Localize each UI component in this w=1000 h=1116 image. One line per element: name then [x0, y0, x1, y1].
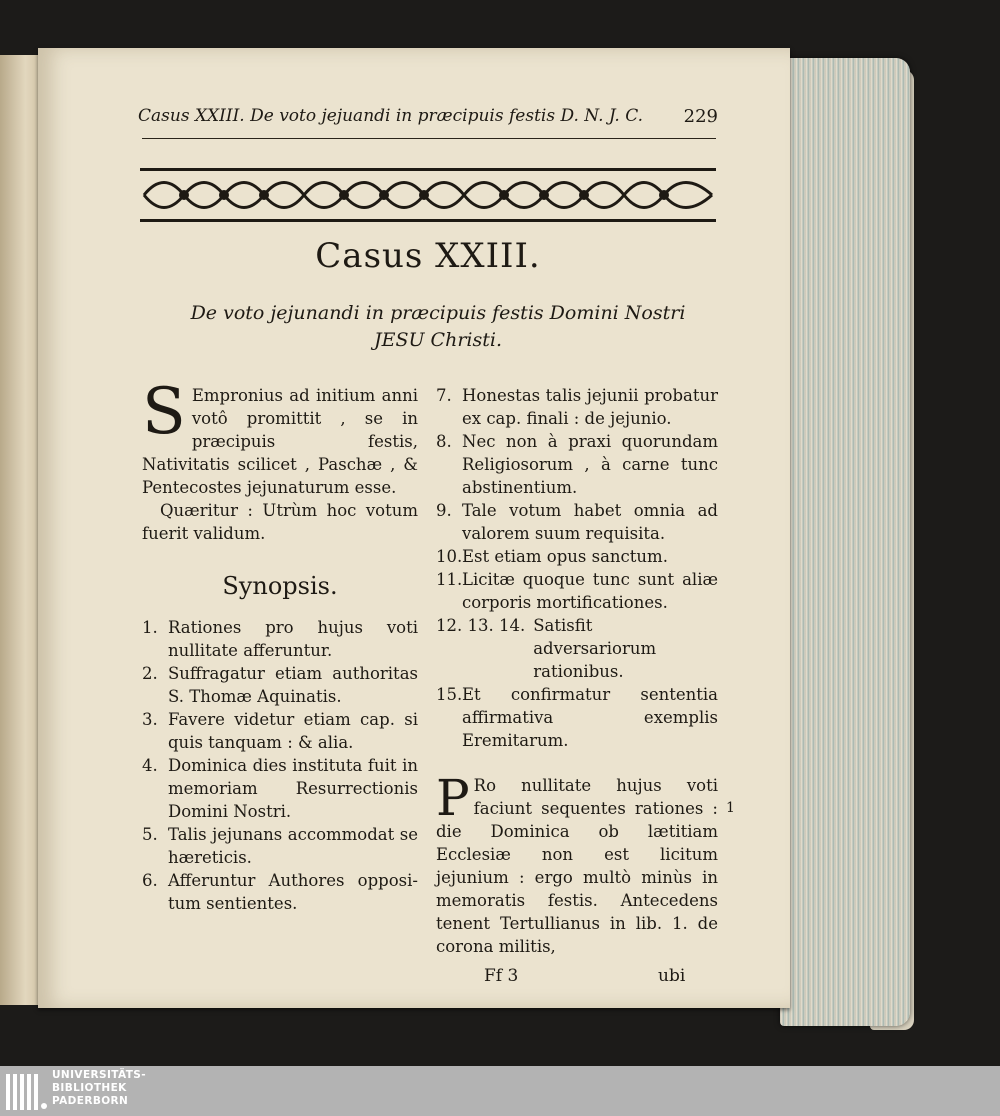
synopsis-item-text: Est etiam opus sanctum. — [462, 547, 668, 566]
synopsis-item-text: Talis jejunans accommodat se hæreticis. — [168, 825, 418, 867]
synopsis-item — [142, 869, 418, 915]
body-paragraph — [436, 769, 718, 958]
right-column — [436, 384, 718, 958]
synopsis-item-text: Licitæ quoque tunc sunt aliæ corporis mortificationes. — [462, 570, 718, 612]
synopsis-item-text: Et confirmatur sententia affirmativa exemplis Eremitarum. — [462, 685, 718, 750]
page-number: 229 — [683, 106, 718, 127]
library-footer — [0, 1066, 1000, 1116]
synopsis-item-text: Honestas talis jejunii probatur ex cap. finali : de jejunio. — [462, 386, 718, 428]
library-logo-icon — [4, 1068, 48, 1114]
body-text: Ro nullitate hujus voti faciunt sequentes rationes : die Dominica ob lætitiam Ecclesiæ non est licitum jejunium : ergo multò minùs in memoratis festis. Antecedens tenent Tertullianus in lib. 1. de corona militis, — [436, 776, 718, 956]
synopsis-item-number: 6. — [142, 871, 158, 890]
page-edges — [780, 58, 910, 1026]
synopsis-item-number: 15. — [436, 685, 463, 704]
header-rule — [142, 138, 716, 139]
catchword: ubi — [658, 966, 686, 986]
synopsis-item-number: 10. — [436, 547, 463, 566]
synopsis-item — [142, 708, 418, 754]
question-text: Quæritur : Utrùm hoc votum fuerit validum. — [142, 501, 418, 543]
synopsis-item-number: 2. — [142, 664, 158, 683]
running-title: Casus XXIII. De voto jejuandi in præcipuis festis D. N. J. C. — [138, 106, 644, 126]
synopsis-item — [436, 499, 718, 545]
synopsis-item-text: Afferuntur Authores oppositum sentientes. — [168, 871, 418, 913]
synopsis-item — [436, 568, 718, 614]
synopsis-item — [436, 430, 718, 499]
synopsis-item-text: Nec non à praxi quorundam Religiosorum , à carne tunc abstinentium. — [462, 432, 718, 497]
library-name — [52, 1069, 146, 1108]
synopsis-list-right — [436, 384, 718, 752]
library-line-1: UNIVERSITÄTS- — [52, 1069, 147, 1081]
synopsis-item-text: Tale votum habet omnia ad valorem suum requisita. — [462, 501, 718, 543]
synopsis-item-text: Rationes pro hujus voti nullitate afferuntur. — [168, 618, 418, 660]
synopsis-item-number: 1. — [142, 618, 158, 637]
running-head — [138, 106, 718, 132]
dropcap-p: P — [436, 769, 470, 827]
synopsis-item — [142, 616, 418, 662]
synopsis-item-text: Favere videtur etiam cap. si quis tanquam : & alia. — [168, 710, 418, 752]
synopsis-item-number: 7. — [436, 386, 452, 405]
synopsis-list-left — [142, 616, 418, 915]
synopsis-item — [436, 384, 718, 430]
synopsis-item — [436, 545, 718, 568]
synopsis-item-number: 5. — [142, 825, 158, 844]
library-line-3: PADERBORN — [52, 1095, 129, 1107]
synopsis-item — [142, 662, 418, 708]
intro-paragraph — [142, 375, 418, 499]
synopsis-item-number: 4. — [142, 756, 158, 775]
library-line-2: BIBLIOTHEK — [52, 1082, 127, 1094]
synopsis-item-number: 9. — [436, 501, 452, 520]
intro-text: Empronius ad initium anni votô promittit , se in præcipuis festis, Nativitatis scilicet , Paschæ , & Pentecostes jejunaturum esse. — [142, 386, 418, 497]
synopsis-heading: Synopsis. — [222, 572, 338, 600]
ornament-band — [140, 166, 716, 224]
synopsis-item-number: 8. — [436, 432, 452, 451]
synopsis-item-text: Suffragatur etiam authoritas S. Thomæ Aquinatis. — [168, 664, 418, 706]
synopsis-item-text: Satisfit adversariorum rationibus. — [533, 616, 657, 681]
signature-mark: Ff 3 — [484, 966, 519, 986]
synopsis-item-number: 12. 13. 14. — [436, 616, 526, 635]
chapter-subtitle: De voto jejunandi in præcipuis festis Domini Nostri JESU Christi. — [190, 302, 686, 351]
left-column — [142, 375, 418, 915]
synopsis-item — [436, 683, 718, 752]
book-page — [38, 48, 790, 1008]
synopsis-item — [436, 614, 718, 683]
synopsis-item-number: 11. — [436, 570, 463, 589]
margin-number: 1 — [726, 800, 735, 816]
synopsis-item — [142, 823, 418, 869]
synopsis-item-number: 3. — [142, 710, 158, 729]
chapter-title: Casus XXIII. — [315, 236, 541, 276]
dropcap-s: S — [142, 375, 186, 449]
synopsis-item-text: Dominica dies instituta fuit in memoriam Resurrectionis Domini Nostri. — [168, 756, 418, 821]
synopsis-item — [142, 754, 418, 823]
